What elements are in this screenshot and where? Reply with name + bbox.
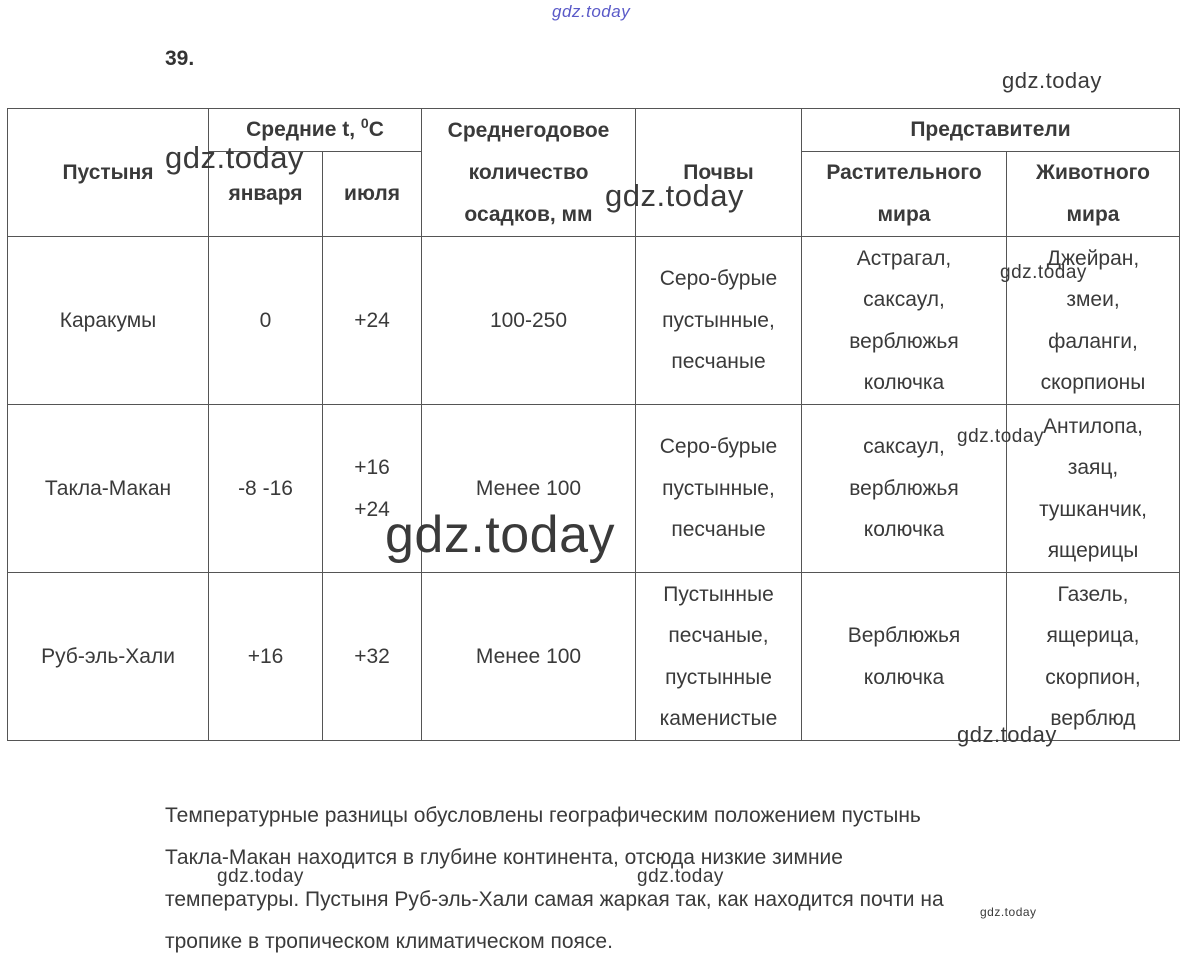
watermark: gdz.today xyxy=(605,178,744,213)
cell-desert: Каракумы xyxy=(8,237,209,405)
paragraph-line: Температурные разницы обусловлены географическим положением пустынь xyxy=(165,804,921,827)
header-fauna: Животного мира xyxy=(1007,152,1180,237)
header-january: января xyxy=(209,152,323,237)
watermark: gdz.today xyxy=(1000,262,1087,283)
task-number: 39. xyxy=(165,47,195,70)
paragraph-line: тропике в тропическом климатическом поясе. xyxy=(165,930,613,953)
cell-january: +16 xyxy=(209,573,323,741)
watermark: gdz.today xyxy=(1002,68,1102,93)
watermark: gdz.today xyxy=(957,722,1057,747)
header-desert: Пустыня xyxy=(8,109,209,237)
desert-table xyxy=(7,108,1180,741)
watermark: gdz.today xyxy=(980,905,1037,919)
header-avg-temp: Средние t, $^0$С xyxy=(209,109,422,152)
cell-soil: Серо-бурые пустынные, песчаные xyxy=(636,237,802,405)
header-flora: Растительного мира xyxy=(802,152,1007,237)
cell-desert: Такла-Макан xyxy=(8,405,209,573)
cell-july: +24 xyxy=(323,237,422,405)
watermark: gdz.today xyxy=(957,426,1044,447)
watermark: gdz.today xyxy=(385,506,615,564)
cell-july: +16 +24 xyxy=(323,405,422,573)
cell-fauna: Джейран, змеи, фаланги, скорпионы xyxy=(1007,237,1180,405)
cell-precip: Менее 100 xyxy=(422,405,636,573)
cell-soil: Пустынные песчаные, пустынные каменистые xyxy=(636,573,802,741)
cell-july: +32 xyxy=(323,573,422,741)
header-representatives: Представители xyxy=(802,109,1180,152)
watermark: gdz.today xyxy=(637,866,724,887)
header-soil: Почвы xyxy=(636,109,802,237)
cell-january: 0 xyxy=(209,237,323,405)
cell-soil: Серо-бурые пустынные, песчаные xyxy=(636,405,802,573)
cell-flora: саксаул, верблюжья колючка xyxy=(802,405,1007,573)
table-row xyxy=(8,573,1180,741)
cell-flora: Астрагал, саксаул, верблюжья колючка xyxy=(802,237,1007,405)
cell-flora: Верблюжья колючка xyxy=(802,573,1007,741)
cell-precip: Менее 100 xyxy=(422,573,636,741)
header-precipitation: Среднегодовое количество осадков, мм xyxy=(422,109,636,237)
cell-fauna: Газель, ящерица, скорпион, верблюд xyxy=(1007,573,1180,741)
watermark: gdz.today xyxy=(165,140,304,175)
cell-january: -8 -16 xyxy=(209,405,323,573)
watermark: gdz.today xyxy=(217,866,304,887)
cell-fauna: Антилопа, заяц, тушканчик, ящерицы xyxy=(1007,405,1180,573)
cell-precip: 100-250 xyxy=(422,237,636,405)
cell-desert: Руб-эль-Хали xyxy=(8,573,209,741)
paragraph-line: Такла-Макан находится в глубине континента, отсюда низкие зимние xyxy=(165,846,843,869)
paragraph-line: температуры. Пустыня Руб-эль-Хали самая жаркая так, как находится почти на xyxy=(165,888,944,911)
watermark-top: gdz.today xyxy=(552,2,631,21)
header-july: июля xyxy=(323,152,422,237)
